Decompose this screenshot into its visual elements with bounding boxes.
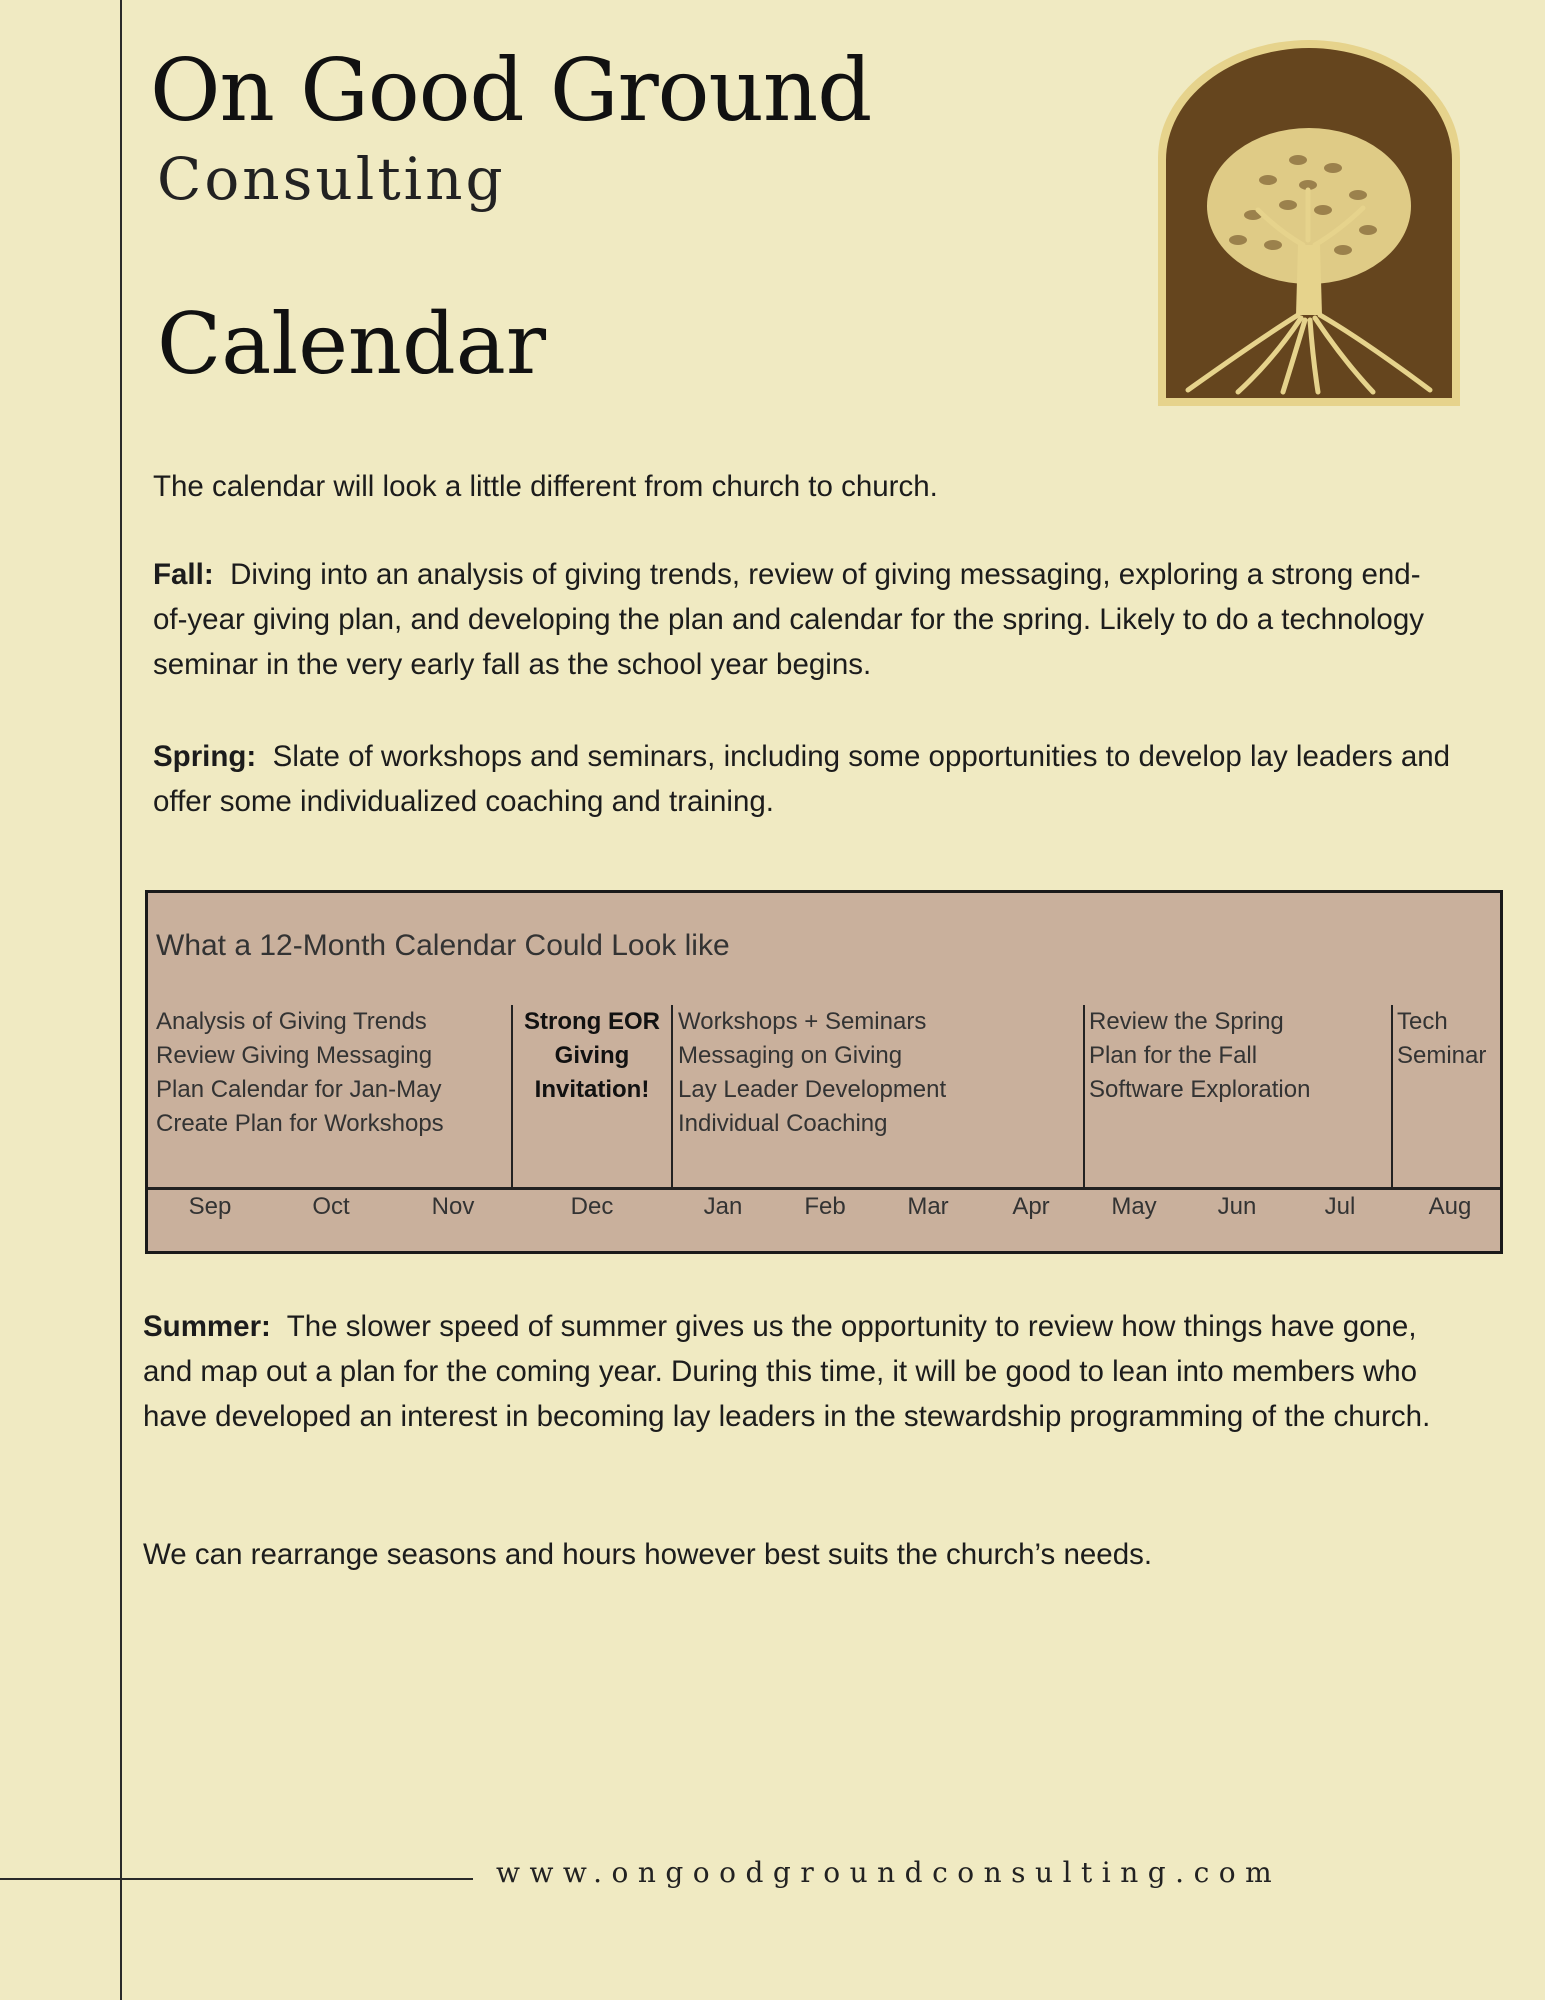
brand-title: On Good Ground <box>150 41 872 141</box>
month-label: Mar <box>907 1193 949 1220</box>
month-label: Sep <box>188 1193 232 1220</box>
list-item: Workshops + Seminars <box>678 1008 927 1035</box>
calendar-table <box>145 890 1503 1254</box>
month-label: Feb <box>804 1193 846 1220</box>
list-item: Create Plan for Workshops <box>156 1110 444 1137</box>
column-divider <box>1083 1005 1085 1187</box>
summer-label: Summer: <box>143 1310 271 1343</box>
calendar-group-december <box>514 1005 670 1107</box>
list-item: Seminar <box>1397 1042 1487 1069</box>
column-divider <box>671 1005 673 1187</box>
intro-paragraph: The calendar will look a little different from church to church. <box>153 470 938 503</box>
spring-text: Slate of workshops and seminars, including some opportunities to develop lay leaders and offer some individualized coaching and training. <box>153 740 1451 818</box>
month-label: Jun <box>1217 1193 1257 1220</box>
calendar-group-august <box>1397 1005 1486 1073</box>
summer-text: The slower speed of summer gives us the opportunity to review how things have gone, and map out a plan for the coming year. During this time, it will be good to lean into members who have developed an interest in becoming lay leaders in the stewardship programming of the church. <box>143 1310 1431 1433</box>
spring-label: Spring: <box>153 740 257 773</box>
column-divider <box>1391 1005 1393 1187</box>
list-item: Tech <box>1397 1008 1448 1035</box>
list-item: Individual Coaching <box>678 1110 888 1137</box>
list-item: Messaging on Giving <box>678 1042 903 1069</box>
month-label: Dec <box>570 1193 614 1220</box>
footer-horizontal-rule <box>0 1878 473 1880</box>
month-label: Nov <box>431 1193 475 1220</box>
tree-with-roots-icon <box>1158 40 1460 406</box>
calendar-group-spring <box>678 1005 946 1141</box>
list-item: Plan Calendar for Jan-May <box>156 1076 442 1103</box>
fall-paragraph <box>153 552 1443 687</box>
left-vertical-rule <box>120 0 122 2000</box>
calendar-group-summer <box>1089 1005 1310 1107</box>
month-label: Jan <box>703 1193 743 1220</box>
list-item: Invitation! <box>534 1076 650 1103</box>
spring-paragraph <box>153 734 1453 824</box>
month-row-rule <box>148 1187 1500 1190</box>
list-item: Review Giving Messaging <box>156 1042 433 1069</box>
calendar-title: What a 12-Month Calendar Could Look like <box>156 929 730 962</box>
month-label: Jul <box>1324 1193 1356 1220</box>
fall-label: Fall: <box>153 558 214 591</box>
list-item: Plan for the Fall <box>1089 1042 1258 1069</box>
list-item: Software Exploration <box>1089 1076 1311 1103</box>
list-item: Strong EOR <box>524 1008 660 1035</box>
month-label: May <box>1111 1193 1157 1220</box>
month-label: Apr <box>1012 1193 1050 1220</box>
page-title: Calendar <box>157 295 547 393</box>
month-label: Oct <box>312 1193 350 1220</box>
list-item: Analysis of Giving Trends <box>156 1008 427 1035</box>
calendar-group-fall <box>156 1005 444 1141</box>
list-item: Giving <box>554 1042 630 1069</box>
website-url[interactable]: www.ongoodgroundconsulting.com <box>496 1856 1282 1889</box>
fall-text: Diving into an analysis of giving trends, review of giving messaging, exploring a strong end-of-year giving plan, and developing the plan and calendar for the spring. Likely to do a technology seminar in the very early fall as the school year begins. <box>153 558 1424 681</box>
list-item: Review the Spring <box>1089 1008 1284 1035</box>
summer-paragraph <box>143 1304 1443 1439</box>
month-label: Aug <box>1428 1193 1472 1220</box>
brand-subtitle: Consulting <box>157 145 506 213</box>
list-item: Lay Leader Development <box>678 1076 947 1103</box>
closing-paragraph: We can rearrange seasons and hours however best suits the church’s needs. <box>143 1538 1153 1571</box>
column-divider <box>511 1005 513 1187</box>
